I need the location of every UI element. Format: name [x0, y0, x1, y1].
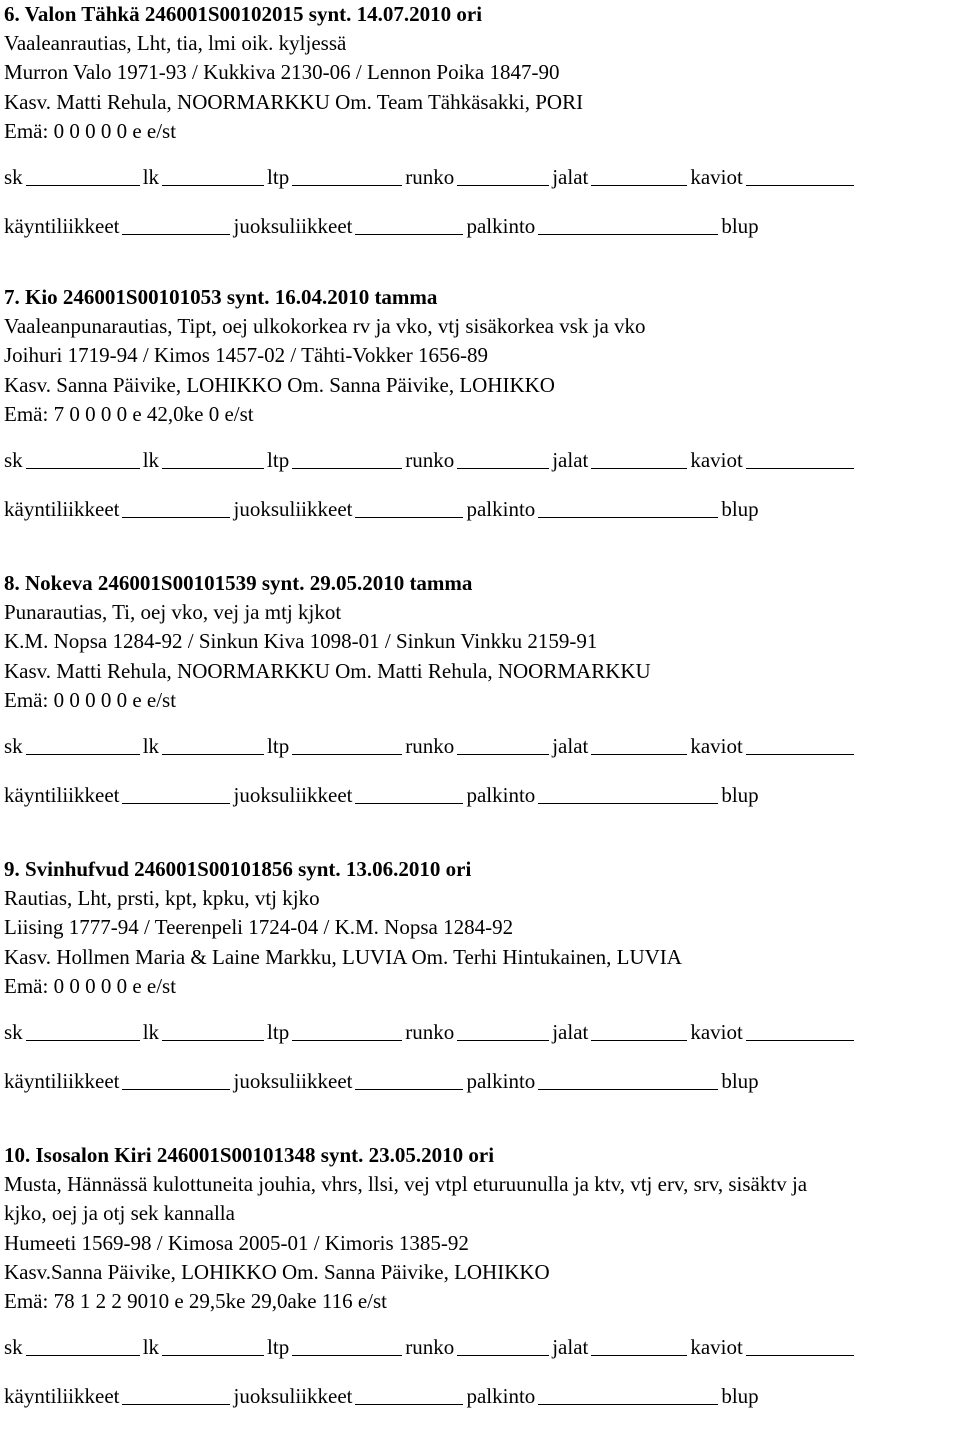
blank-juoksuliikkeet — [355, 1069, 463, 1090]
blank-lk — [162, 448, 264, 469]
blank-kayntiliikkeet — [122, 783, 230, 804]
blank-juoksuliikkeet — [355, 783, 463, 804]
score-row-1 — [4, 1009, 960, 1045]
score-row-1 — [4, 723, 960, 759]
label-juoksuliikkeet: juoksuliikkeet — [233, 213, 353, 238]
label-runko: runko — [405, 164, 455, 189]
label-blup: blup — [721, 213, 759, 238]
blank-lk — [162, 734, 264, 755]
entry-dam-record: Emä: 0 0 0 0 0 e e/st — [4, 687, 177, 712]
score-row-1 — [4, 437, 960, 473]
score-row-2 — [4, 203, 960, 239]
entry-7 — [4, 283, 960, 522]
entry-breeder-owner: Kasv. Matti Rehula, NOORMARKKU Om. Matti Rehula, NOORMARKKU — [4, 658, 651, 683]
entry-8 — [4, 569, 960, 808]
label-palkinto: palkinto — [466, 1068, 536, 1093]
entry-pedigree: Liising 1777-94 / Teerenpeli 1724-04 / K.M. Nopsa 1284-92 — [4, 915, 514, 940]
label-blup: blup — [721, 1068, 759, 1093]
blank-sk — [26, 734, 140, 755]
label-kaviot: kaviot — [690, 1335, 743, 1360]
label-sk: sk — [4, 1335, 23, 1360]
blank-palkinto — [538, 1384, 718, 1405]
blank-sk — [26, 1335, 140, 1356]
blank-runko — [457, 165, 549, 186]
label-sk: sk — [4, 1019, 23, 1044]
blank-kayntiliikkeet — [122, 214, 230, 235]
blank-lk — [162, 165, 264, 186]
entry-dam-record: Emä: 7 0 0 0 0 e 42,0ke 0 e/st — [4, 401, 254, 426]
entry-color: Musta, Hännässä kulottuneita jouhia, vhrs, llsi, vej vtpl eturuunulla ja ktv, vtj erv, srv, sisäktv ja — [4, 1172, 808, 1197]
score-row-2 — [4, 486, 960, 522]
label-blup: blup — [721, 496, 759, 521]
label-lk: lk — [142, 1019, 160, 1044]
score-row-1 — [4, 154, 960, 190]
label-jalat: jalat — [552, 447, 589, 472]
blank-kayntiliikkeet — [122, 497, 230, 518]
blank-kaviot — [746, 734, 854, 755]
blank-runko — [457, 448, 549, 469]
label-runko: runko — [405, 1335, 455, 1360]
label-kayntiliikkeet: käyntiliikkeet — [4, 1068, 120, 1093]
label-lk: lk — [142, 733, 160, 758]
entry-color: Rautias, Lht, prsti, kpt, kpku, vtj kjko — [4, 886, 320, 911]
blank-sk — [26, 448, 140, 469]
blank-ltp — [292, 1335, 402, 1356]
label-lk: lk — [142, 1335, 160, 1360]
entry-title: 8. Nokeva 246001S00101539 synt. 29.05.2010 tamma — [4, 571, 473, 595]
score-row-2 — [4, 1058, 960, 1094]
label-jalat: jalat — [552, 164, 589, 189]
entry-10 — [4, 1141, 960, 1409]
blank-kaviot — [746, 1020, 854, 1041]
entry-title: 7. Kio 246001S00101053 synt. 16.04.2010 tamma — [4, 285, 438, 309]
entry-pedigree: Humeeti 1569-98 / Kimosa 2005-01 / Kimoris 1385-92 — [4, 1230, 469, 1255]
blank-lk — [162, 1020, 264, 1041]
label-jalat: jalat — [552, 1335, 589, 1360]
label-kayntiliikkeet: käyntiliikkeet — [4, 496, 120, 521]
label-kayntiliikkeet: käyntiliikkeet — [4, 213, 120, 238]
entry-6 — [4, 0, 960, 239]
blank-palkinto — [538, 1069, 718, 1090]
entry-color-continued: kjko, oej ja otj sek kannalla — [4, 1201, 235, 1226]
label-runko: runko — [405, 1019, 455, 1044]
blank-runko — [457, 1020, 549, 1041]
entry-color: Vaaleanpunarautias, Tipt, oej ulkokorkea rv ja vko, vtj sisäkorkea vsk ja vko — [4, 314, 646, 339]
blank-ltp — [292, 165, 402, 186]
entry-title: 10. Isosalon Kiri 246001S00101348 synt. 23.05.2010 ori — [4, 1143, 495, 1167]
blank-jalat — [591, 734, 687, 755]
blank-ltp — [292, 448, 402, 469]
label-juoksuliikkeet: juoksuliikkeet — [233, 496, 353, 521]
label-ltp: ltp — [267, 1335, 290, 1360]
entry-breeder-owner: Kasv. Hollmen Maria & Laine Markku, LUVIA Om. Terhi Hintukainen, LUVIA — [4, 944, 682, 969]
blank-lk — [162, 1335, 264, 1356]
blank-sk — [26, 165, 140, 186]
blank-runko — [457, 734, 549, 755]
label-ltp: ltp — [267, 164, 290, 189]
entry-title: 9. Svinhufvud 246001S00101856 synt. 13.06.2010 ori — [4, 857, 472, 881]
label-palkinto: palkinto — [466, 213, 536, 238]
label-juoksuliikkeet: juoksuliikkeet — [233, 1068, 353, 1093]
label-juoksuliikkeet: juoksuliikkeet — [233, 782, 353, 807]
blank-kaviot — [746, 1335, 854, 1356]
label-juoksuliikkeet: juoksuliikkeet — [233, 1384, 353, 1409]
label-kaviot: kaviot — [690, 164, 743, 189]
label-kaviot: kaviot — [690, 733, 743, 758]
label-kaviot: kaviot — [690, 1019, 743, 1044]
entry-breeder-owner: Kasv. Sanna Päivike, LOHIKKO Om. Sanna Päivike, LOHIKKO — [4, 372, 555, 397]
score-row-2 — [4, 1373, 960, 1409]
label-ltp: ltp — [267, 447, 290, 472]
label-kaviot: kaviot — [690, 447, 743, 472]
entry-dam-record: Emä: 0 0 0 0 0 e e/st — [4, 118, 177, 143]
blank-kayntiliikkeet — [122, 1384, 230, 1405]
entry-breeder-owner: Kasv.Sanna Päivike, LOHIKKO Om. Sanna Päivike, LOHIKKO — [4, 1259, 550, 1284]
blank-kaviot — [746, 165, 854, 186]
label-palkinto: palkinto — [466, 496, 536, 521]
label-sk: sk — [4, 733, 23, 758]
entry-dam-record: Emä: 78 1 2 2 9010 e 29,5ke 29,0ake 116 e/st — [4, 1288, 387, 1313]
blank-jalat — [591, 448, 687, 469]
entry-breeder-owner: Kasv. Matti Rehula, NOORMARKKU Om. Team Tähkäsakki, PORI — [4, 89, 584, 114]
blank-runko — [457, 1335, 549, 1356]
label-runko: runko — [405, 733, 455, 758]
label-sk: sk — [4, 447, 23, 472]
blank-ltp — [292, 1020, 402, 1041]
label-jalat: jalat — [552, 1019, 589, 1044]
entry-pedigree: K.M. Nopsa 1284-92 / Sinkun Kiva 1098-01 / Sinkun Vinkku 2159-91 — [4, 629, 598, 654]
label-jalat: jalat — [552, 733, 589, 758]
entry-color: Punarautias, Ti, oej vko, vej ja mtj kjkot — [4, 600, 342, 625]
label-ltp: ltp — [267, 1019, 290, 1044]
blank-jalat — [591, 1020, 687, 1041]
blank-jalat — [591, 165, 687, 186]
blank-kaviot — [746, 448, 854, 469]
label-palkinto: palkinto — [466, 1384, 536, 1409]
label-palkinto: palkinto — [466, 782, 536, 807]
blank-palkinto — [538, 783, 718, 804]
entry-color: Vaaleanrautias, Lht, tia, lmi oik. kyljessä — [4, 31, 347, 56]
entry-dam-record: Emä: 0 0 0 0 0 e e/st — [4, 973, 177, 998]
blank-juoksuliikkeet — [355, 214, 463, 235]
entry-title: 6. Valon Tähkä 246001S00102015 synt. 14.07.2010 ori — [4, 2, 483, 26]
label-ltp: ltp — [267, 733, 290, 758]
entry-9 — [4, 855, 960, 1094]
label-lk: lk — [142, 447, 160, 472]
blank-palkinto — [538, 497, 718, 518]
label-kayntiliikkeet: käyntiliikkeet — [4, 1384, 120, 1409]
blank-sk — [26, 1020, 140, 1041]
blank-jalat — [591, 1335, 687, 1356]
label-kayntiliikkeet: käyntiliikkeet — [4, 782, 120, 807]
label-sk: sk — [4, 164, 23, 189]
label-runko: runko — [405, 447, 455, 472]
entry-pedigree: Joihuri 1719-94 / Kimos 1457-02 / Tähti-Vokker 1656-89 — [4, 343, 488, 368]
label-blup: blup — [721, 1384, 759, 1409]
blank-kayntiliikkeet — [122, 1069, 230, 1090]
score-row-1 — [4, 1324, 960, 1360]
blank-juoksuliikkeet — [355, 497, 463, 518]
score-row-2 — [4, 772, 960, 808]
label-lk: lk — [142, 164, 160, 189]
blank-palkinto — [538, 214, 718, 235]
blank-juoksuliikkeet — [355, 1384, 463, 1405]
label-blup: blup — [721, 782, 759, 807]
entry-pedigree: Murron Valo 1971-93 / Kukkiva 2130-06 / Lennon Poika 1847-90 — [4, 60, 560, 85]
blank-ltp — [292, 734, 402, 755]
